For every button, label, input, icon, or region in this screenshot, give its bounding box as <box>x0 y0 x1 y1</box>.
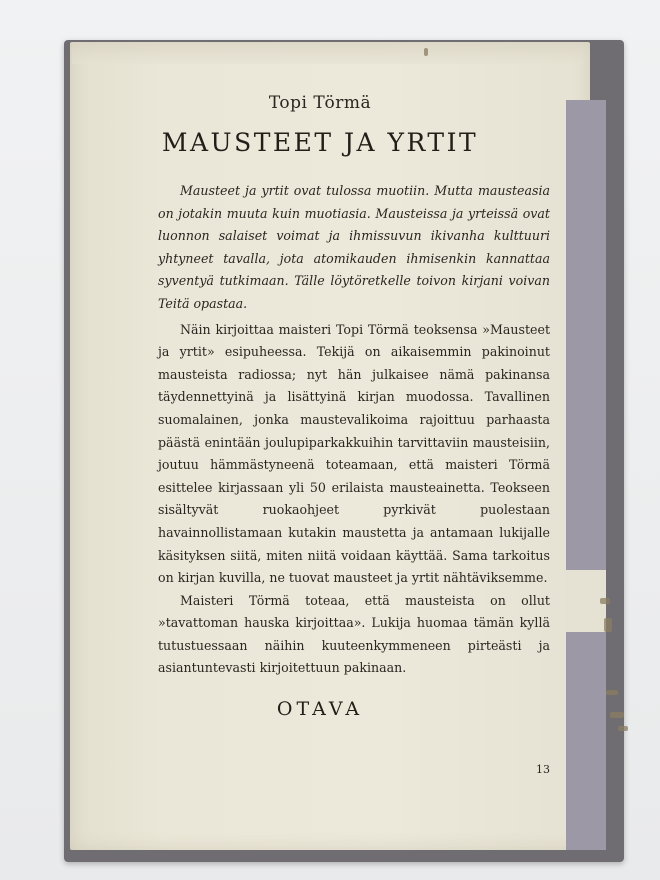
tear-mark <box>610 712 624 718</box>
page-number: 13 <box>536 763 550 776</box>
spine-band-top <box>566 100 606 570</box>
author-name: Topi Törmä <box>268 93 372 113</box>
blurb-paragraph: Maisteri Törmä toteaa, että mausteista on ollut »tavattoman hauska kirjoittaa». Lukija huomaa tämän kyllä tutustuessaan näihin kuuteenkymmeneen pirteästi ja asiantuntevasti kirjoitettuun pakinaan. <box>158 592 550 676</box>
tear-mark <box>604 618 612 632</box>
tear-mark <box>618 726 628 731</box>
tear-mark <box>600 598 610 604</box>
publisher-name: OTAVA <box>276 698 364 720</box>
blurb-text <box>158 180 550 680</box>
blurb-paragraph-quote: Mausteet ja yrtit ovat tulossa muotiin. Mutta mausteasia on jotakin muuta kuin muotiasia. Mausteissa ja yrteissä ovat luonnon salaiset voimat ja ihmissuvun ikivanha kulttuuri yhtyneet tavalla, jota atomikauden ihmisenkin kannattaa syventyä tutkimaan. Tälle löytöretkelle toivon kirjani voivan Teitä opastaa. <box>158 183 550 311</box>
spine-band-bottom <box>566 632 606 850</box>
blurb-paragraph: Näin kirjoittaa maisteri Topi Törmä teoksensa »Mausteet ja yrtit» esipuheessa. Tekijä on aikaisemmin pakinoinut mausteista radiossa; nyt hän julkaisee nämä pakinansa täydennettyinä ja lisättyinä kirjan muodossa. Tavallinen suomalainen, jonka maustevalikoima rajoittuu parhaasta päästä enintään joulupiparkakkuihin tarvittaviin mausteisiin, joutuu hämmästyneenä toteamaan, että maisteri Törmä esittelee kirjassaan yli 50 erilaista mausteainetta. Teokseen sisältyvät ruokaohjeet pyrkivät puolestaan havainnollistamaan kutakin maustetta ja antamaan lukijalle käsityksen siitä, miten niitä voidaan käyttää. Sama tarkoitus on kirjan kuvilla, ne tuovat mausteet ja yrtit nähtäviksemme. <box>158 321 550 586</box>
jacket-worn-edge <box>72 42 582 64</box>
tear-mark <box>424 48 428 56</box>
tear-mark <box>606 690 618 695</box>
book-title: MAUSTEET JA YRTIT <box>161 128 479 157</box>
